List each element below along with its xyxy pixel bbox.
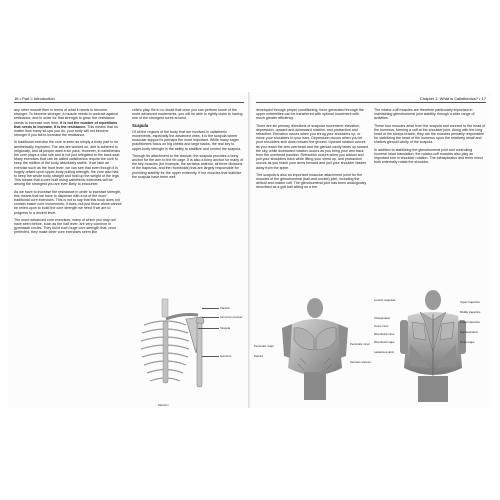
label-deltoid: Deltoid (254, 354, 263, 358)
right-running-header: Chapter 1: What is Calisthenics? • 17 (419, 96, 486, 101)
label-teres-major: Teres major (460, 340, 475, 344)
label-supraspinatus: Supraspinatus (460, 330, 478, 334)
paragraph: Through its attachment to the clavicle, the scapula provides a bony anchor for the arm to the rib cage. It is also a bony anchor for many of the key muscles (for example, the serratus anterior, all three divisions of the trapezius, and the rhomboids) that are largely responsible for providing stability for the upper extremity. If the muscles that stabilize the scapula have been well (132, 153, 244, 179)
label-latissimus-dorsi: Latissimus dorsi (374, 350, 395, 354)
left-running-header: 16 • Part I: Introduction (14, 96, 55, 101)
label-serratus-anterior: Serratus anterior (350, 360, 371, 364)
label-infraspinatus: Infraspinatus (374, 316, 391, 320)
paragraph: The more advanced core exercises, many of which you may not have seen before, such as the half lever, are very common in gymnastic circles. They build such huge core strength that, once perfected, they make other core exercises seem like (14, 217, 117, 235)
left-page (8, 92, 250, 408)
paragraph: There are six primary directions of scapular movement: elevation, depression, upward and downward rotation, and protraction and retraction. Elevation occurs when you shrug your shoulders up, or move your shoulders to your ears. Depression occurs when you let your shoulders sink down toward the ground. Upward rotation occurs as you reach the arm overhead and the glenoid cavity faces up toward the sky, while downward rotation occurs as you bring your arm back from the overhead position. Retraction occurs when you adduct and pull your shoulders back while lifting your chest up, and protraction occurs as you reach your arms forward and pull your shoulder blades away from the spine. (256, 123, 368, 170)
front-torso-muscles-figure (280, 298, 350, 404)
scapula-skeleton-figure (136, 295, 216, 403)
paragraph: These four muscles arise from the scapula and connect to the head of the humerus, forming a cuff at the shoulder joint. Along with the long head of the biceps brachii, they are the muscles primarily responsible for stabilizing the head of the humerus upon the relatively small and shallow glenoid cavity of the scapula. (374, 123, 486, 145)
label-clavicle: Clavicle (220, 306, 230, 310)
paragraph: child's play. Be in no doubt that once you can perform some of the more advanced movements, you will be able to rightly claim to having one of the strongest cores around. (132, 108, 243, 121)
label-teres-minor: Teres minor (374, 324, 389, 328)
paragraph: developed through proper conditioning, force generated through the upper extremities can be transferred with optimal movement with much greater efficiency. (256, 108, 364, 121)
paragraph: As we have to increase the resistance in order to increase strength, this means that we have to dispense with a lot of the more traditional core exercises. This is not to say that this book does not contain easier core movements; it does, but just those alone cannot be relied upon to build the core strength we need if we are to progress to a decent level. (14, 189, 122, 215)
paragraph: any other muscle fiber in terms of what it needs to become stronger. To become stronger, a muscle needs to contract against resistance, and in order for that strength to grow, the resistance needs to increase over time. It is not the number of repetitions that needs to increase, it is the resistance. This means that no matter how many sit-ups you do, your body will not become stronger if you fail to increase the resistance. (14, 108, 119, 138)
paragraph: In traditional exercise the core is seen as simply a body part to be aesthetically improved. The abs are worked on, diet is adhered to religiously, and all people want a six pack. However, in calisthenics the core plays a vital role and is not just relegated to the back seat. Many exercises that can be called calisthenics require the core to keep the midline of the body absolutely stable. If we take an exercise such as the front lever, we can see that even though it is hugely reliant upon upper-body pulling strength, the core also has to keep the whole body straight and hold up the weight of the legs. This means that a core built using calisthenic exercises will be among the strongest you are ever likely to encounter. (14, 140, 121, 187)
label-humerus: Humerus (220, 354, 232, 358)
paragraph: In addition to stabilizing the glenohumeral joint and controlling humeral head translation, the rotator-cuff muscles also play an important role in shoulder rotation. The infraspinatus and teres minor both externally rotate the shoulder, (374, 147, 484, 165)
label-scapula: Scapula (220, 326, 231, 330)
label-levator-scapulae: Levator scapulae (374, 298, 396, 302)
right-column-2 (374, 108, 486, 167)
label-acromion: Acromion process (220, 315, 243, 319)
label-middle-trapezius: Middle trapezius (460, 310, 481, 314)
left-header-rule (14, 102, 244, 103)
back-torso-muscles-figure (398, 290, 468, 404)
label-rhomboid-major: Rhomboid major (374, 340, 395, 344)
section-title-scapula: Scapula (132, 122, 149, 128)
right-column-1 (256, 108, 368, 193)
right-header-rule (256, 102, 486, 103)
paragraph: The scapula is also an important muscular attachment point for the muscles of the glenohumeral (ball-and-socket) joint, including the deltoid and rotator cuff. The glenohumeral joint has been analogously described as a golf ball sitting on a tee. (256, 172, 367, 190)
left-column-2 (132, 108, 244, 182)
label-rhomboid-minor: Rhomboid minor (374, 332, 395, 336)
label-pectoralis-major: Pectoralis major (254, 344, 275, 348)
label-lower-trapezius: Lower trapezius (460, 320, 480, 324)
label-pectoralis-minor: Pectoralis minor (350, 342, 371, 346)
label-sternum: Sternum (158, 403, 169, 407)
paragraph: Of all the regions of the body that are involved in calisthenic movements, especially the advanced ones, it is the scapula where muscular support is perhaps the most important. While many eager practitioners focus on big chests and large backs, the real key to upper-body strength is the ability to stabilize and control the scapula. (132, 129, 242, 151)
left-column-1 (14, 108, 122, 238)
right-page (250, 92, 492, 408)
paragraph: The rotator-cuff muscles are therefore particularly important in maintaining glenohumeral joint stability through a wide range of activities. (374, 108, 475, 121)
label-upper-trapezius: Upper trapezius (460, 300, 480, 304)
